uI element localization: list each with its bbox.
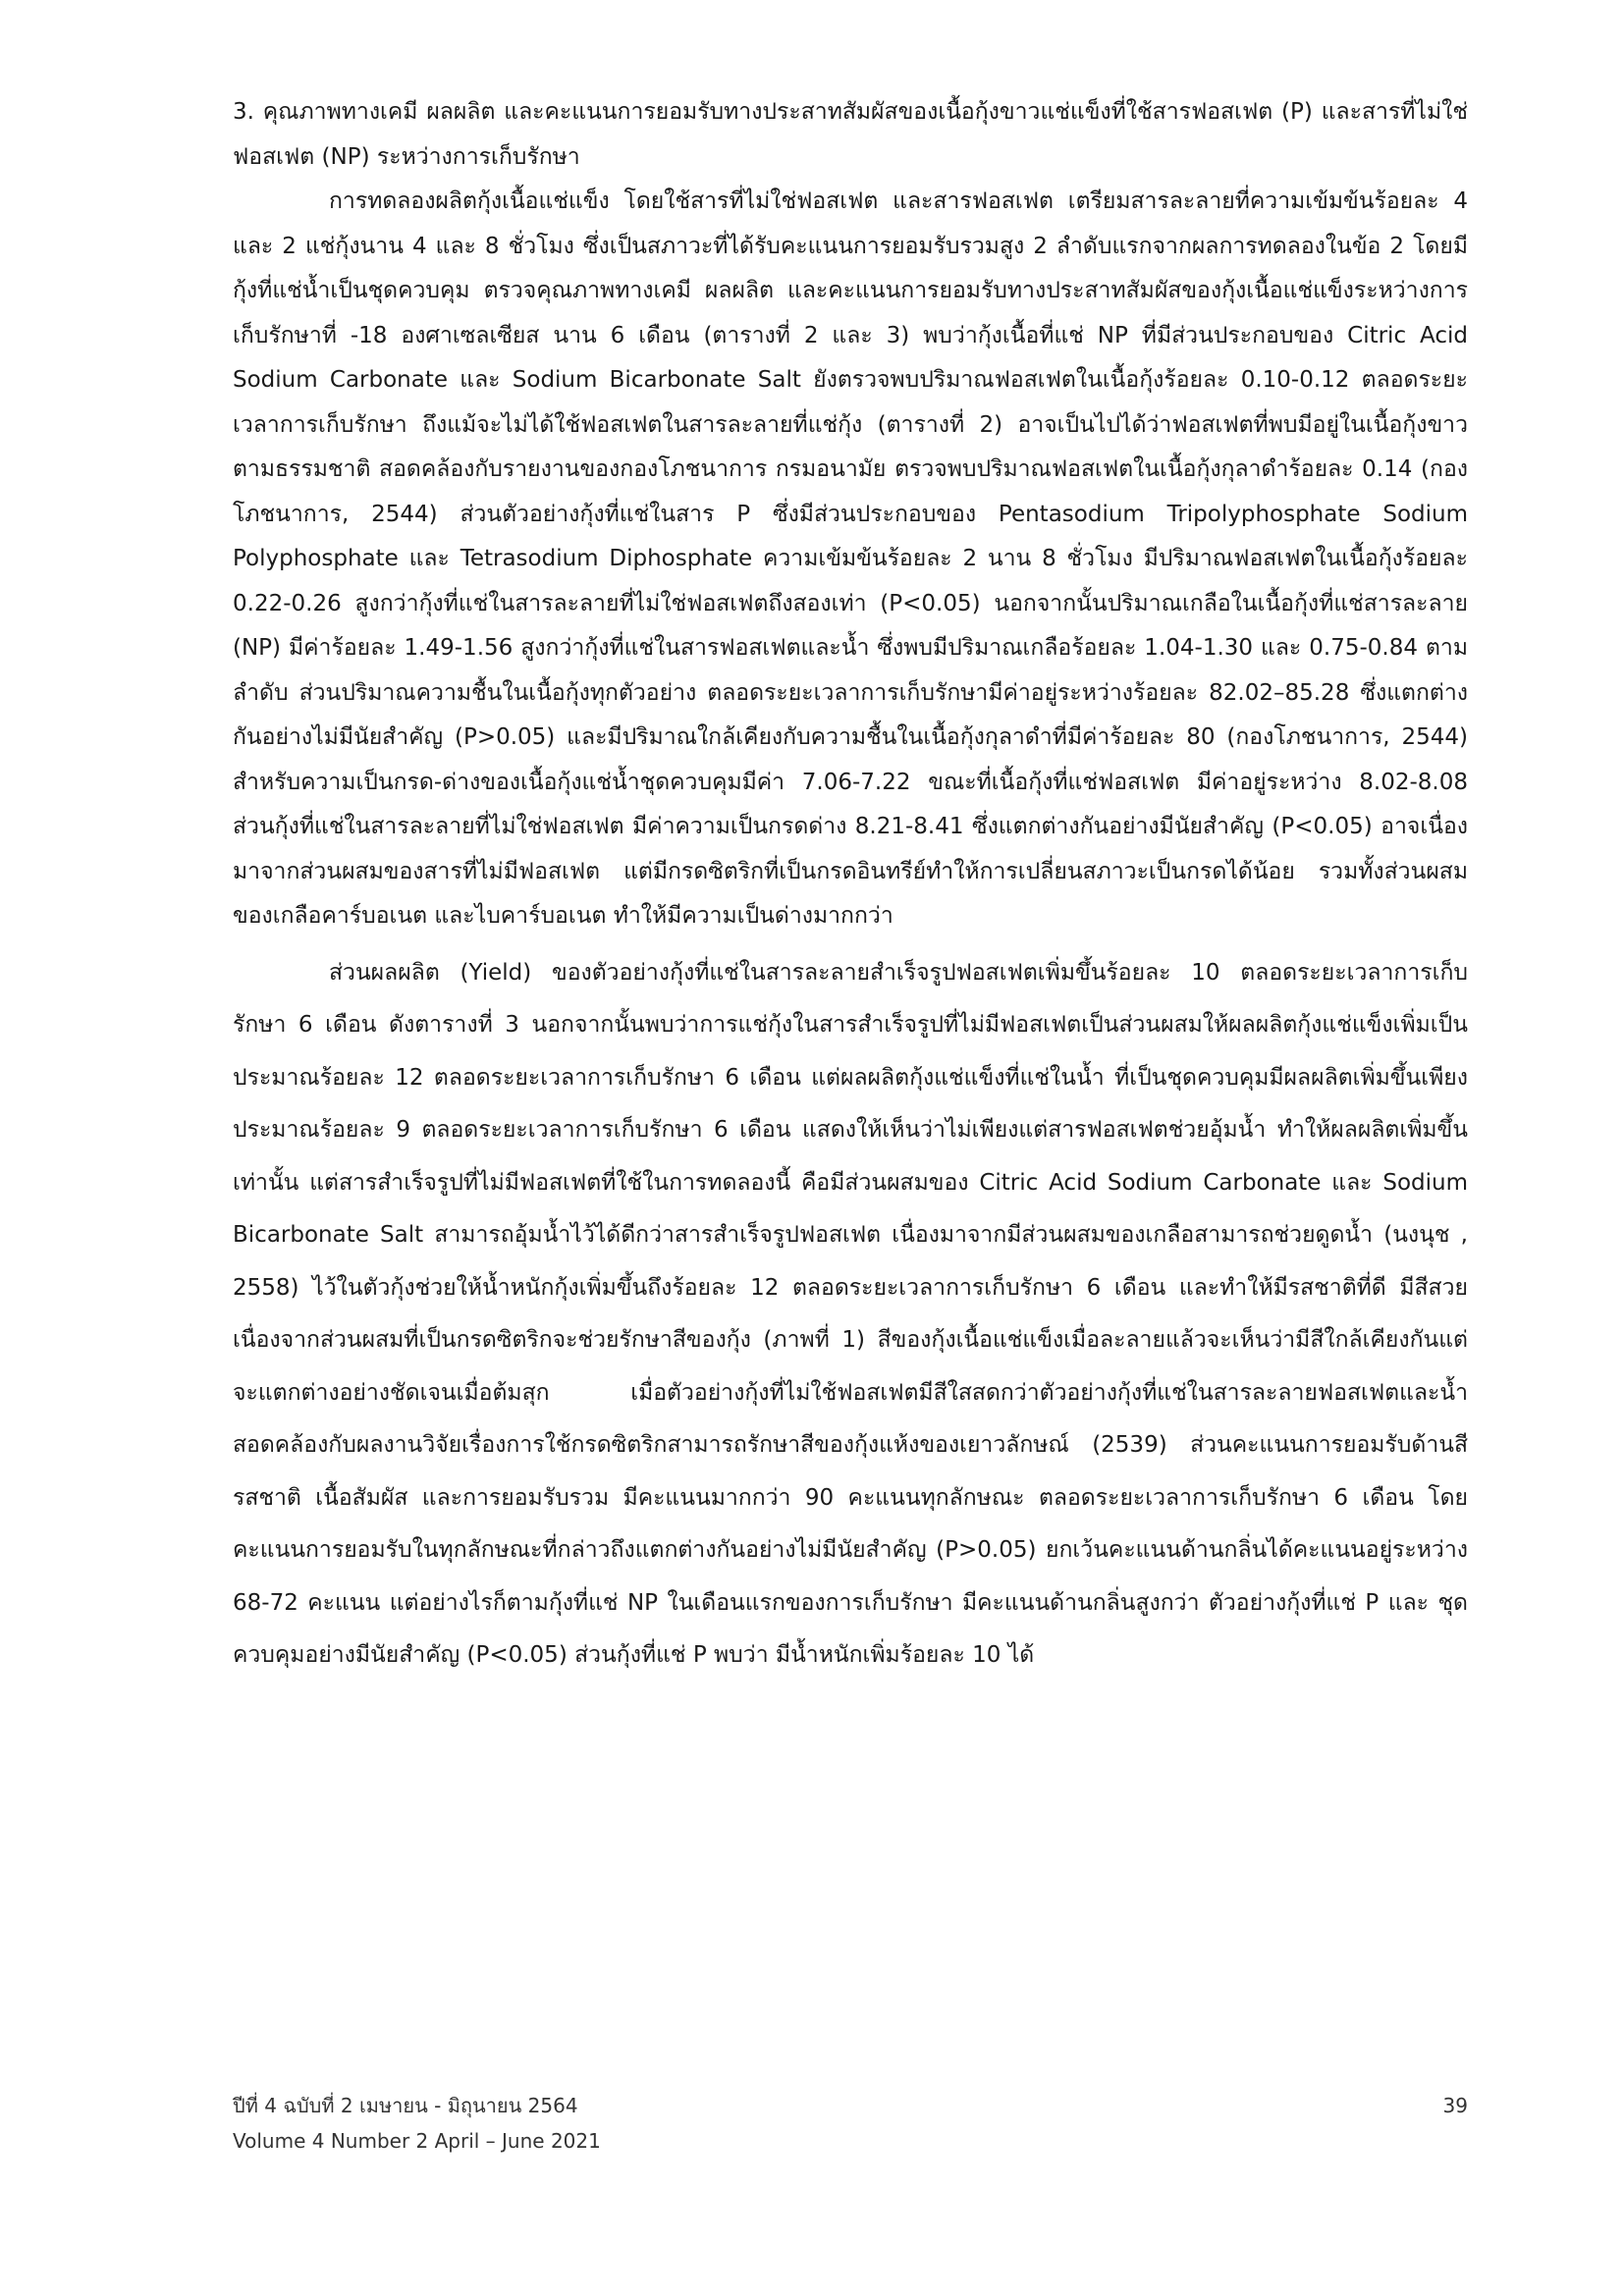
paragraph-yield: ส่วนผลผลิต (Yield) ของตัวอย่างกุ้งที่แช่ในสารละลายสำเร็จรูปฟอสเฟตเพิ่มขึ้นร้อยละ 10 ตลอดระยะเวลาการเก็บรักษา 6 เดือน ดังตารางที่ 3 นอกจากนั้นพบว่าการแช่กุ้งในสารสำเร็จรูปที่ไม่มีฟอสเฟตเป็นส่วนผสมให้ผลผลิตกุ้งแช่แข็งเพิ่มเป็นประมาณร้อยละ 12 ตลอดระยะเวลาการเก็บรักษา 6 เดือน แต่ผลผลิตกุ้งแช่แข็งที่แช่ในน้ำ ที่เป็นชุดควบคุมมีผลผลิตเพิ่มขึ้นเพียง ประมาณร้อยละ 9 ตลอดระยะเวลาการเก็บรักษา 6 เดือน แสดงให้เห็นว่าไม่เพียงแต่สารฟอสเฟตช่วยอุ้มน้ำ ทำให้ผลผลิตเพิ่มขึ้นเท่านั้น แต่สารสำเร็จรูปที่ไม่มีฟอสเฟตที่ใช้ในการทดลองนี้ คือมีส่วนผสมของ Citric Acid Sodium Carbonate และ Sodium Bicarbonate Salt สามารถอุ้มน้ำไว้ได้ดีกว่าสารสำเร็จรูปฟอสเฟต เนื่องมาจากมีส่วนผสมของเกลือสามารถช่วยดูดน้ำ (นงนุช , 2558) ไว้ในตัวกุ้งช่วยให้น้ำหนักกุ้งเพิ่มขึ้นถึงร้อยละ 12 ตลอดระยะเวลาการเก็บรักษา 6 เดือน และทำให้มีรสชาติที่ดี มีสีสวย เนื่องจากส่วนผสมที่เป็นกรดซิตริกจะช่วยรักษาสีของกุ้ง (ภาพที่ 1) สีของกุ้งเนื้อแช่แข็งเมื่อละลายแล้วจะเห็นว่ามีสีใกล้เคียงกันแต่จะแตกต่างอย่างชัดเจนเมื่อต้มสุก เมื่อตัวอย่างกุ้งที่ไม่ใช้ฟอสเฟตมีสีใสสดกว่าตัวอย่างกุ้งที่แช่ในสารละลายฟอสเฟตและน้ำ สอดคล้องกับผลงานวิจัยเรื่องการใช้กรดซิตริกสามารถรักษาสีของกุ้งแห้งของเยาวลักษณ์ (2539) ส่วนคะแนนการยอมรับด้านสี รสชาติ เนื้อสัมผัส และการยอมรับรวม มีคะแนนมากกว่า 90 คะแนนทุกลักษณะ ตลอดระยะเวลาการเก็บรักษา 6 เดือน โดยคะแนนการยอมรับในทุกลักษณะที่กล่าวถึงแตกต่างกันอย่างไม่มีนัยสำคัญ (P>0.05) ยกเว้นคะแนนด้านกลิ่นได้คะแนนอยู่ระหว่าง 68-72 คะแนน แต่อย่างไรก็ตามกุ้งที่แช่ NP ในเดือนแรกของการเก็บรักษา มีคะแนนด้านกลิ่นสูงกว่า ตัวอย่างกุ้งที่แช่ P และ ชุดควบคุมอย่างมีนัยสำคัญ (P<0.05) ส่วนกุ้งที่แช่ P พบว่า มีน้ำหนักเพิ่มร้อยละ 10 ได้ <box>233 959 1468 1668</box>
page-footer <box>233 2088 1468 2159</box>
paragraph-chemical-quality: การทดลองผลิตกุ้งเนื้อแช่แข็ง โดยใช้สารที่ไม่ใช่ฟอสเฟต และสารฟอสเฟต เตรียมสารละลายที่ความเข้มข้นร้อยละ 4 และ 2 แช่กุ้งนาน 4 และ 8 ชั่วโมง ซึ่งเป็นสภาวะที่ได้รับคะแนนการยอมรับรวมสูง 2 ลำดับแรกจากผลการทดลองในข้อ 2 โดยมีกุ้งที่แช่น้ำเป็นชุดควบคุม ตรวจคุณภาพทางเคมี ผลผลิต และคะแนนการยอมรับทางประสาทสัมผัสของกุ้งเนื้อแช่แข็งระหว่างการเก็บรักษาที่ -18 องศาเซลเซียส นาน 6 เดือน (ตารางที่ 2 และ 3) พบว่ากุ้งเนื้อที่แช่ NP ที่มีส่วนประกอบของ Citric Acid Sodium Carbonate และ Sodium Bicarbonate Salt ยังตรวจพบปริมาณฟอสเฟตในเนื้อกุ้งร้อยละ 0.10-0.12 ตลอดระยะเวลาการเก็บรักษา ถึงแม้จะไม่ได้ใช้ฟอสเฟตในสารละลายที่แช่กุ้ง (ตารางที่ 2) อาจเป็นไปได้ว่าฟอสเฟตที่พบมีอยู่ในเนื้อกุ้งขาวตามธรรมชาติ สอดคล้องกับรายงานของกองโภชนาการ กรมอนามัย ตรวจพบปริมาณฟอสเฟตในเนื้อกุ้งกุลาดำร้อยละ 0.14 (กองโภชนาการ, 2544) ส่วนตัวอย่างกุ้งที่แช่ในสาร P ซึ่งมีส่วนประกอบของ Pentasodium Tripolyphosphate Sodium Polyphosphate และ Tetrasodium Diphosphate ความเข้มข้นร้อยละ 2 นาน 8 ชั่วโมง มีปริมาณฟอสเฟตในเนื้อกุ้งร้อยละ 0.22-0.26 สูงกว่ากุ้งที่แช่ในสารละลายที่ไม่ใช่ฟอสเฟตถึงสองเท่า (P<0.05) นอกจากนั้นปริมาณเกลือในเนื้อกุ้งที่แช่สารละลาย (NP) มีค่าร้อยละ 1.49-1.56 สูงกว่ากุ้งที่แช่ในสารฟอสเฟตและน้ำ ซึ่งพบมีปริมาณเกลือร้อยละ 1.04-1.30 และ 0.75-0.84 ตามลำดับ ส่วนปริมาณความชื้นในเนื้อกุ้งทุกตัวอย่าง ตลอดระยะเวลาการเก็บรักษามีค่าอยู่ระหว่างร้อยละ 82.02–85.28 ซึ่งแตกต่างกันอย่างไม่มีนัยสำคัญ (P>0.05) และมีปริมาณใกล้เคียงกับความชื้นในเนื้อกุ้งกุลาดำที่มีค่าร้อยละ 80 (กองโภชนาการ, 2544) สำหรับความเป็นกรด-ด่างของเนื้อกุ้งแช่น้ำชุดควบคุมมีค่า 7.06-7.22 ขณะที่เนื้อกุ้งที่แช่ฟอสเฟต มีค่าอยู่ระหว่าง 8.02-8.08 ส่วนกุ้งที่แช่ในสารละลายที่ไม่ใช่ฟอสเฟต มีค่าความเป็นกรดด่าง 8.21-8.41 ซึ่งแตกต่างกันอย่างมีนัยสำคัญ (P<0.05) อาจเนื่องมาจากส่วนผสมของสารที่ไม่มีฟอสเฟต แต่มีกรดซิตริกที่เป็นกรดอินทรีย์ทำให้การเปลี่ยนสภาวะเป็นกรดได้น้อย รวมทั้งส่วนผสมของเกลือคาร์บอเนต และไบคาร์บอเนต ทำให้มีความเป็นด่างมากกว่า <box>233 188 1468 929</box>
article-body <box>233 90 1468 1682</box>
footer-english-issue: Volume 4 Number 2 April – June 2021 <box>233 2129 601 2153</box>
page-number: 39 <box>1442 2094 1468 2117</box>
section-heading: 3. คุณภาพทางเคมี ผลผลิต และคะแนนการยอมรับทางประสาทสัมผัสของเนื้อกุ้งขาวแช่แข็งที่ใช้สารฟอสเฟต (P) และสารที่ไม่ใช่ฟอสเฟต (NP) ระหว่างการเก็บรักษา <box>233 99 1468 170</box>
footer-thai-issue: ปีที่ 4 ฉบับที่ 2 เมษายน - มิถุนายน 2564 <box>233 2094 578 2117</box>
